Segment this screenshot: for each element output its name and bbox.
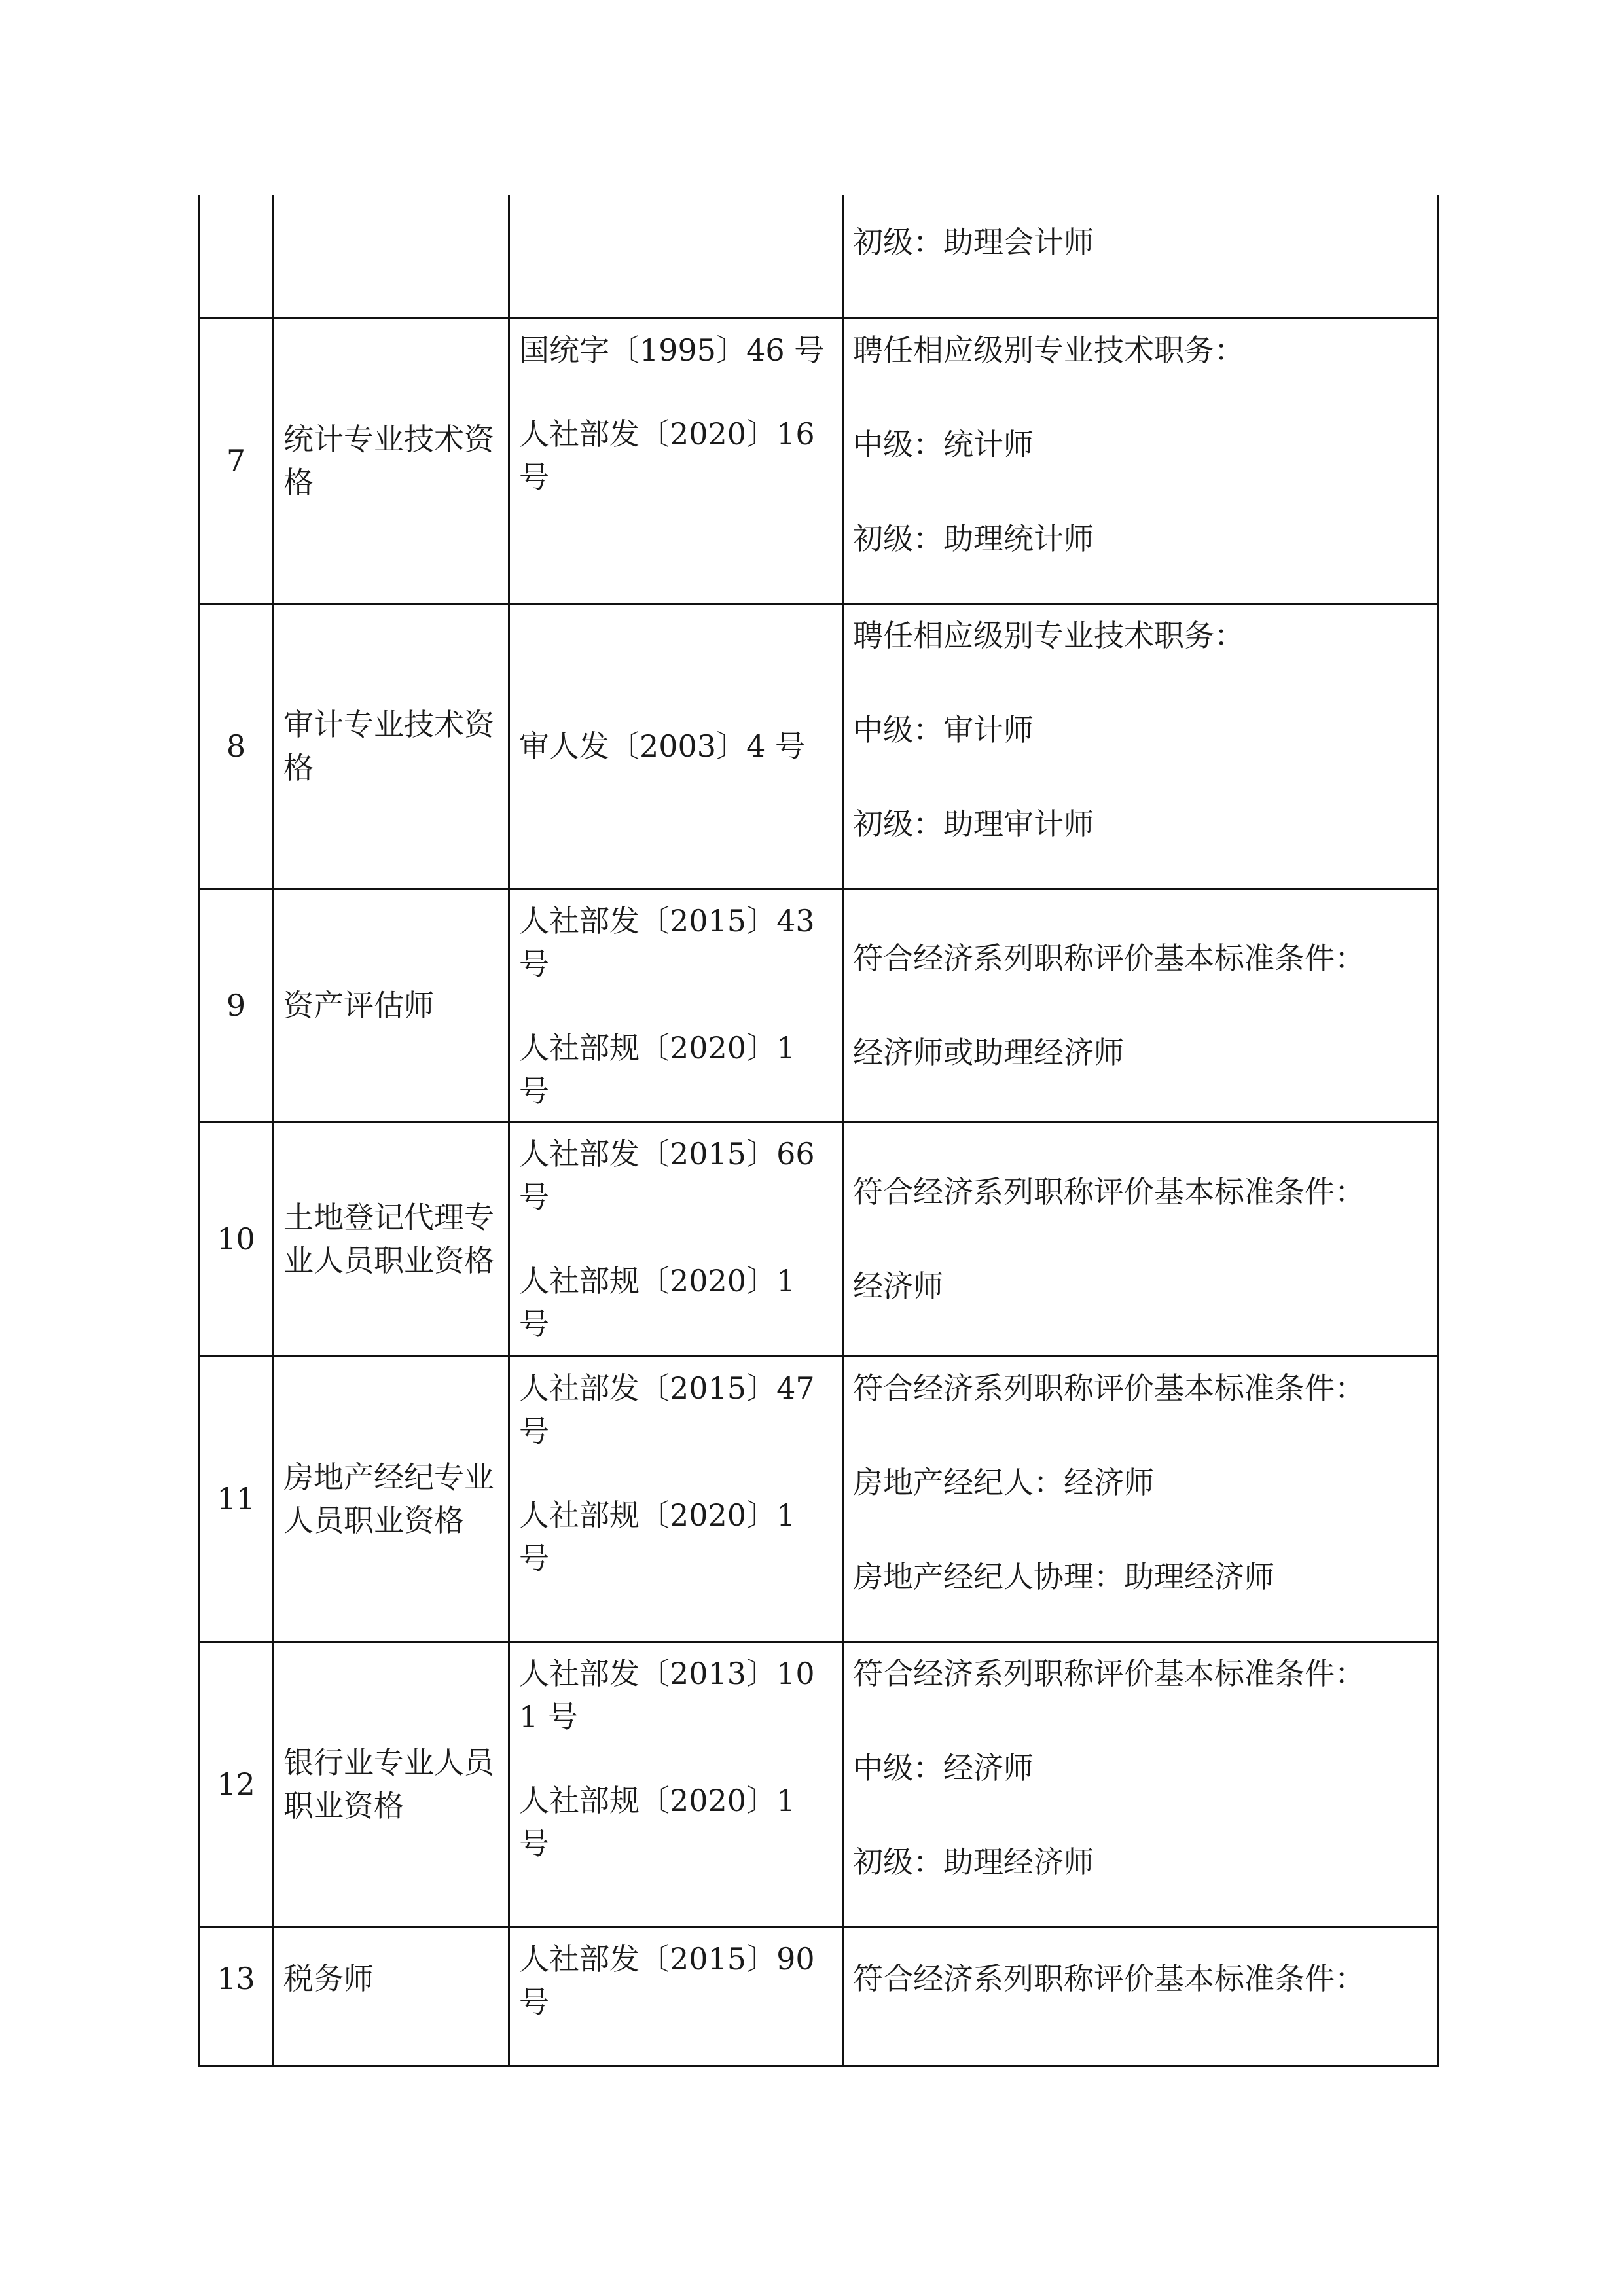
basis-cell (509, 318, 843, 603)
conditions-cell (843, 1122, 1439, 1356)
condition-line: 符合经济系列职称评价基本标准条件： (853, 1370, 1365, 1406)
condition-line: 房地产经纪人协理：助理经济师 (853, 1558, 1274, 1594)
basis-cell (509, 889, 843, 1122)
condition-line: 聘任相应级别专业技术职务： (853, 332, 1244, 368)
condition-line: 中级：统计师 (853, 426, 1034, 462)
row-number: 8 (199, 603, 274, 889)
basis-document: 人社部发〔2013〕101 号 (519, 1655, 815, 1734)
conditions-cell (843, 1356, 1439, 1641)
conditions-cell (843, 1641, 1439, 1927)
condition-line: 房地产经纪人：经济师 (853, 1464, 1154, 1500)
basis-document: 人社部发〔2015〕47 号 (519, 1370, 815, 1449)
conditions-cell (843, 318, 1439, 603)
row-number: 13 (199, 1927, 274, 2066)
conditions-cell (843, 603, 1439, 889)
table-row (199, 603, 1439, 889)
basis-document: 国统字〔1995〕46 号 (519, 332, 825, 368)
condition-line: 中级：审计师 (853, 711, 1034, 747)
table-row (199, 1122, 1439, 1356)
table-row-continued (199, 195, 1439, 318)
condition-line: 中级：经济师 (853, 1749, 1034, 1785)
basis-document: 审人发〔2003〕4 号 (519, 728, 805, 764)
basis-document: 人社部规〔2020〕1 号 (519, 1263, 796, 1342)
condition-line: 符合经济系列职称评价基本标准条件： (853, 1960, 1365, 1996)
table-row (199, 1641, 1439, 1927)
condition-line: 聘任相应级别专业技术职务： (853, 617, 1244, 653)
condition-line: 经济师 (853, 1268, 943, 1304)
basis-document: 人社部发〔2015〕66 号 (519, 1136, 815, 1215)
basis-document: 人社部规〔2020〕1 号 (519, 1497, 796, 1576)
table-row (199, 1356, 1439, 1641)
condition-line: 初级：助理会计师 (853, 224, 1094, 260)
basis-cell (509, 195, 843, 318)
condition-line: 初级：助理统计师 (853, 520, 1094, 556)
condition-line: 初级：助理经济师 (853, 1844, 1094, 1880)
condition-line: 初级：助理审计师 (853, 806, 1094, 842)
condition-line: 经济师或助理经济师 (853, 1035, 1124, 1070)
table-row (199, 318, 1439, 603)
basis-document: 人社部规〔2020〕1 号 (519, 1782, 796, 1861)
basis-cell (509, 603, 843, 889)
qualification-name: 银行业专业人员职业资格 (274, 1641, 509, 1927)
row-number: 10 (199, 1122, 274, 1356)
basis-document: 人社部发〔2015〕90 号 (519, 1941, 815, 2020)
qualification-name: 土地登记代理专业人员职业资格 (274, 1122, 509, 1356)
basis-cell (509, 1641, 843, 1927)
condition-line: 符合经济系列职称评价基本标准条件： (853, 1655, 1365, 1691)
basis-document: 人社部规〔2020〕1 号 (519, 1030, 796, 1109)
row-number: 7 (199, 318, 274, 603)
qualification-name: 统计专业技术资格 (274, 318, 509, 603)
conditions-cell (843, 1927, 1439, 2066)
qualification-name: 税务师 (274, 1927, 509, 2066)
qualification-table (198, 195, 1439, 2067)
row-number: 11 (199, 1356, 274, 1641)
conditions-cell (843, 195, 1439, 318)
conditions-cell (843, 889, 1439, 1122)
table-row (199, 1927, 1439, 2066)
qualification-name: 审计专业技术资格 (274, 603, 509, 889)
row-number: 9 (199, 889, 274, 1122)
basis-cell (509, 1122, 843, 1356)
basis-cell (509, 1927, 843, 2066)
basis-document: 人社部发〔2015〕43 号 (519, 903, 815, 982)
condition-line: 符合经济系列职称评价基本标准条件： (853, 941, 1365, 976)
table-row (199, 889, 1439, 1122)
condition-line: 符合经济系列职称评价基本标准条件： (853, 1174, 1365, 1210)
row-number-cell (199, 195, 274, 318)
basis-cell (509, 1356, 843, 1641)
basis-document: 人社部发〔2020〕16 号 (519, 416, 815, 495)
row-number: 12 (199, 1641, 274, 1927)
qualification-name: 资产评估师 (274, 889, 509, 1122)
qualification-name-cell (274, 195, 509, 318)
qualification-name: 房地产经纪专业人员职业资格 (274, 1356, 509, 1641)
